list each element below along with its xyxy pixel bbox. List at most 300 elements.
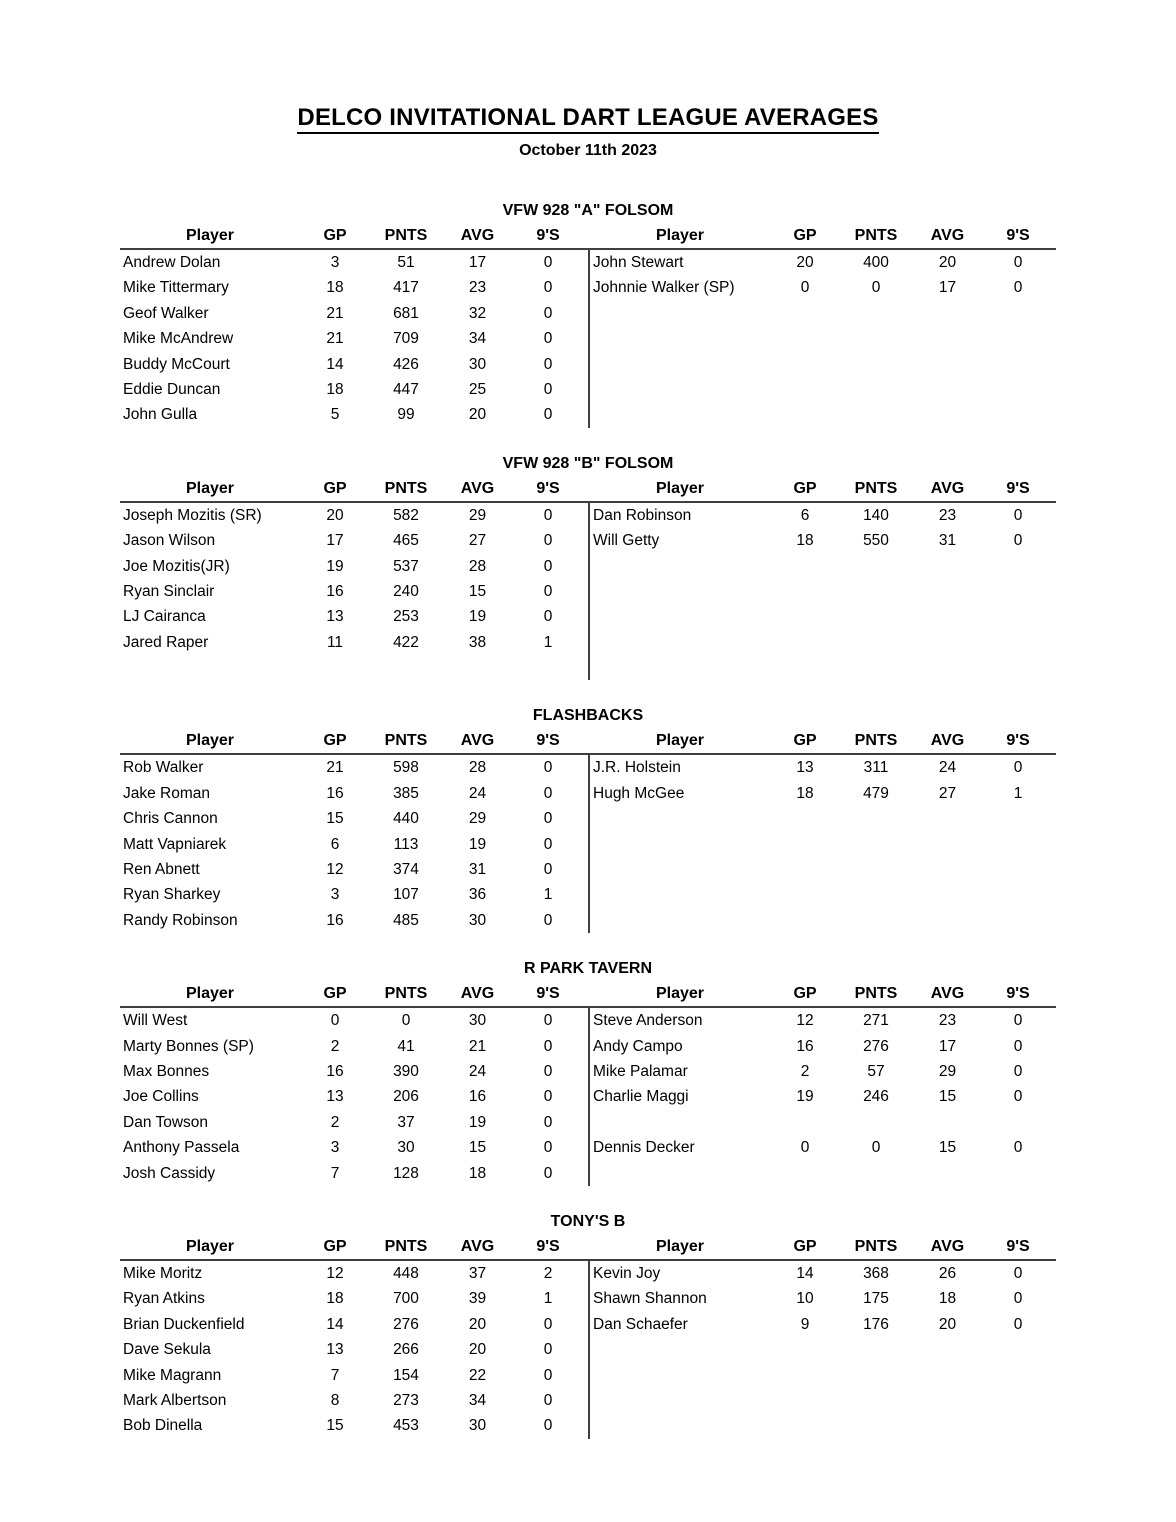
player-name	[590, 301, 770, 326]
player-name: Brian Duckenfield	[123, 1315, 245, 1333]
stat-pnts: 276	[863, 1037, 889, 1055]
column-headers-left	[120, 224, 583, 248]
player-row	[120, 832, 583, 857]
stat-gp: 2	[800, 1062, 810, 1080]
column-header: AVG	[930, 985, 965, 1003]
stat-gp: 19	[796, 1088, 814, 1106]
stat-nines	[983, 630, 1053, 655]
stat-nines: 0	[543, 532, 553, 550]
stat-nines: 0	[1013, 759, 1023, 777]
stat-avg: 16	[468, 1088, 487, 1106]
stat-gp: 0	[330, 1012, 340, 1030]
player-name	[590, 326, 770, 351]
player-row	[120, 554, 583, 579]
player-name: Andrew Dolan	[123, 254, 221, 271]
stat-pnts: 681	[393, 304, 419, 322]
table-body	[120, 755, 1056, 933]
column-headers-right	[588, 1235, 1053, 1259]
team-section	[120, 198, 1056, 428]
player-row	[590, 1135, 1053, 1160]
stat-nines: 0	[543, 330, 553, 348]
stat-nines	[983, 326, 1053, 351]
player-name: Ryan Atkins	[123, 1290, 205, 1308]
player-name: Steve Anderson	[593, 1012, 703, 1030]
stat-pnts	[840, 806, 912, 831]
stat-pnts: 400	[863, 254, 889, 271]
stat-avg: 34	[468, 330, 487, 348]
player-row	[120, 755, 583, 780]
player-row	[590, 1312, 1053, 1337]
player-row	[590, 402, 1053, 427]
column-header: GP	[793, 985, 817, 1003]
player-row	[120, 630, 583, 655]
player-row	[120, 326, 583, 351]
player-name	[590, 604, 770, 629]
player-name: LJ Cairanca	[123, 608, 206, 626]
table-body	[120, 503, 1056, 681]
stat-pnts: 57	[867, 1062, 885, 1080]
stat-pnts: 537	[393, 557, 419, 575]
stat-pnts: 51	[397, 254, 415, 271]
player-row	[120, 579, 583, 604]
stat-avg	[912, 1388, 983, 1413]
page-title	[0, 104, 1176, 132]
stat-avg: 19	[468, 835, 487, 853]
player-row	[590, 1008, 1053, 1033]
player-row	[590, 326, 1053, 351]
player-name: Dave Sekula	[123, 1341, 211, 1359]
player-name: Mike Magrann	[123, 1366, 222, 1384]
stat-pnts: 465	[393, 532, 419, 550]
team-name: R PARK TAVERN	[524, 960, 652, 978]
stat-nines: 1	[543, 886, 553, 904]
table-body	[120, 250, 1056, 428]
column-header: Player	[185, 985, 235, 1003]
column-header: 9'S	[536, 227, 560, 244]
stat-pnts: 271	[863, 1012, 889, 1030]
stat-avg: 32	[468, 304, 487, 322]
stat-nines: 0	[543, 1315, 553, 1333]
stat-pnts: 426	[393, 355, 419, 373]
player-name: Will West	[123, 1012, 188, 1030]
column-headers-right	[588, 477, 1053, 501]
stat-nines	[983, 301, 1053, 326]
stat-nines: 0	[1013, 1264, 1023, 1282]
player-row	[120, 250, 583, 275]
player-name	[120, 655, 300, 680]
stat-avg	[912, 1413, 983, 1438]
stat-gp: 16	[326, 1062, 344, 1080]
stat-avg: 23	[938, 1012, 957, 1030]
player-row	[590, 1034, 1053, 1059]
column-header: PNTS	[854, 227, 898, 244]
stat-nines: 0	[543, 380, 553, 398]
stat-pnts: 107	[393, 886, 419, 904]
player-row	[590, 882, 1053, 907]
player-name: Bob Dinella	[123, 1417, 203, 1435]
team-section	[120, 956, 1056, 1186]
stat-avg: 34	[468, 1391, 487, 1409]
stat-nines: 0	[543, 1062, 553, 1080]
player-row	[120, 1312, 583, 1337]
stat-avg: 27	[938, 784, 957, 802]
stat-gp: 20	[796, 254, 814, 271]
stat-pnts: 417	[393, 279, 419, 297]
column-headers-left	[120, 729, 583, 753]
stat-avg: 20	[468, 406, 487, 424]
stat-pnts	[840, 1388, 912, 1413]
stat-nines	[983, 832, 1053, 857]
stat-gp: 13	[326, 608, 344, 626]
column-header: 9'S	[536, 1237, 560, 1255]
stat-pnts	[840, 1363, 912, 1388]
rows-right	[588, 1261, 1053, 1439]
stat-gp: 16	[796, 1037, 814, 1055]
stat-pnts: 41	[397, 1037, 415, 1055]
table-body	[120, 1261, 1056, 1439]
stat-nines: 0	[1013, 532, 1023, 550]
stat-nines: 0	[1013, 1290, 1023, 1308]
stat-avg: 31	[468, 861, 487, 879]
player-row	[590, 832, 1053, 857]
stat-nines: 0	[543, 557, 553, 575]
stat-gp: 12	[326, 861, 344, 879]
stat-nines: 0	[1013, 1315, 1023, 1333]
stat-pnts: 276	[393, 1315, 419, 1333]
player-row	[120, 806, 583, 831]
player-row	[120, 503, 583, 528]
stat-pnts: 240	[393, 582, 419, 600]
column-header: PNTS	[854, 1237, 898, 1255]
stat-pnts	[370, 655, 442, 680]
player-name: Shawn Shannon	[593, 1290, 707, 1308]
stat-avg: 30	[468, 911, 487, 929]
stat-pnts: 582	[393, 506, 419, 524]
stat-avg: 38	[468, 633, 487, 651]
player-row	[590, 250, 1053, 275]
stat-pnts: 385	[393, 784, 419, 802]
player-name: Joseph Mozitis (SR)	[123, 506, 262, 524]
stat-pnts: 0	[871, 279, 881, 297]
stat-gp: 17	[326, 532, 344, 550]
stat-nines	[513, 655, 583, 680]
stat-pnts	[840, 326, 912, 351]
stat-pnts: 598	[393, 759, 419, 777]
stat-gp	[770, 1110, 840, 1135]
stat-nines	[983, 604, 1053, 629]
stat-nines: 1	[543, 633, 553, 651]
stat-gp: 18	[326, 1290, 344, 1308]
stat-avg: 15	[468, 582, 487, 600]
stat-nines: 0	[543, 608, 553, 626]
stat-avg: 19	[468, 608, 487, 626]
stat-avg: 17	[468, 254, 487, 271]
stat-pnts	[840, 352, 912, 377]
column-header: Player	[185, 732, 235, 750]
player-name: Will Getty	[593, 532, 660, 550]
stat-nines	[983, 1337, 1053, 1362]
stat-avg: 21	[468, 1037, 487, 1055]
column-header: Player	[655, 985, 705, 1003]
player-row	[590, 1286, 1053, 1311]
stat-gp: 6	[800, 506, 810, 524]
player-row	[590, 1261, 1053, 1286]
player-name: Matt Vapniarek	[123, 835, 227, 853]
stat-gp: 18	[796, 784, 814, 802]
column-header: Player	[655, 227, 705, 244]
stat-pnts: 485	[393, 911, 419, 929]
player-row	[120, 275, 583, 300]
stat-nines: 0	[1013, 1012, 1023, 1030]
player-name	[590, 1161, 770, 1186]
stat-pnts: 422	[393, 633, 419, 651]
stat-gp: 3	[330, 886, 340, 904]
column-header: PNTS	[384, 985, 428, 1003]
stat-gp: 21	[326, 759, 344, 777]
stat-nines	[983, 882, 1053, 907]
player-row	[120, 908, 583, 933]
stat-pnts: 440	[393, 810, 419, 828]
stat-pnts	[840, 1413, 912, 1438]
player-name: Max Bonnes	[123, 1062, 210, 1080]
stat-pnts: 176	[863, 1315, 889, 1333]
column-header: Player	[185, 227, 235, 244]
stat-pnts	[840, 377, 912, 402]
stat-nines	[983, 1363, 1053, 1388]
stat-nines: 0	[543, 1366, 553, 1384]
stat-gp: 21	[326, 330, 344, 348]
player-row	[120, 1059, 583, 1084]
player-row	[590, 755, 1053, 780]
stat-gp	[300, 655, 370, 680]
stat-gp	[770, 579, 840, 604]
stat-gp: 16	[326, 911, 344, 929]
player-name: Jared Raper	[123, 633, 209, 651]
column-header: PNTS	[384, 479, 428, 497]
stat-nines: 0	[1013, 506, 1023, 524]
stat-avg: 19	[468, 1113, 487, 1131]
stat-gp: 0	[800, 1139, 810, 1157]
column-header: AVG	[930, 227, 965, 244]
column-header: GP	[323, 479, 347, 497]
column-header: PNTS	[854, 732, 898, 750]
column-headers-right	[588, 729, 1053, 753]
stat-avg	[912, 352, 983, 377]
stat-avg: 29	[938, 1062, 957, 1080]
player-row	[590, 908, 1053, 933]
stat-avg	[912, 377, 983, 402]
player-name	[590, 1363, 770, 1388]
player-row	[590, 1337, 1053, 1362]
stat-pnts: 448	[393, 1264, 419, 1282]
stat-avg: 17	[938, 279, 957, 297]
player-row	[120, 1286, 583, 1311]
stat-pnts	[840, 402, 912, 427]
player-row	[120, 1161, 583, 1186]
stat-gp	[770, 554, 840, 579]
player-row	[590, 604, 1053, 629]
stat-avg	[912, 630, 983, 655]
stat-pnts: 30	[397, 1139, 415, 1157]
stat-nines: 0	[543, 1088, 553, 1106]
stat-nines	[983, 655, 1053, 680]
stat-pnts: 700	[393, 1290, 419, 1308]
stat-gp: 5	[330, 406, 340, 424]
stat-pnts: 273	[393, 1391, 419, 1409]
stat-avg: 30	[468, 1417, 487, 1435]
player-name: Anthony Passela	[123, 1139, 240, 1157]
player-name	[590, 1110, 770, 1135]
stat-gp	[770, 857, 840, 882]
stat-gp	[770, 1388, 840, 1413]
stat-gp	[770, 604, 840, 629]
stat-avg: 30	[468, 1012, 487, 1030]
team-name: TONY'S B	[550, 1212, 626, 1230]
stat-pnts: 246	[863, 1088, 889, 1106]
stat-pnts	[840, 604, 912, 629]
stat-avg	[912, 326, 983, 351]
stat-nines	[983, 554, 1053, 579]
stat-gp: 14	[326, 1315, 344, 1333]
stat-nines: 0	[543, 506, 553, 524]
player-name: Chris Cannon	[123, 810, 218, 828]
stat-gp	[770, 1413, 840, 1438]
player-name	[590, 377, 770, 402]
stat-avg: 26	[938, 1264, 957, 1282]
stat-nines	[983, 1388, 1053, 1413]
stat-gp: 19	[326, 557, 344, 575]
stat-pnts: 206	[393, 1088, 419, 1106]
stat-avg: 23	[938, 506, 957, 524]
stat-avg	[912, 402, 983, 427]
stat-pnts: 154	[393, 1366, 419, 1384]
player-row	[120, 1084, 583, 1109]
column-header: GP	[793, 479, 817, 497]
player-name	[590, 806, 770, 831]
table-header-row	[120, 1235, 1056, 1261]
column-header: GP	[793, 1237, 817, 1255]
stat-avg: 31	[938, 532, 957, 550]
player-name: Dan Towson	[123, 1113, 209, 1131]
stat-nines: 0	[1013, 1062, 1023, 1080]
stat-gp	[770, 882, 840, 907]
player-row	[590, 857, 1053, 882]
player-name	[590, 1337, 770, 1362]
stat-avg: 18	[938, 1290, 957, 1308]
player-name: Jake Roman	[123, 784, 211, 802]
player-name: Joe Collins	[123, 1088, 199, 1106]
stat-gp: 9	[800, 1315, 810, 1333]
stat-avg	[912, 832, 983, 857]
stat-pnts: 99	[397, 406, 415, 424]
team-section	[120, 451, 1056, 681]
stat-nines: 0	[543, 1037, 553, 1055]
team-section	[120, 703, 1056, 933]
stat-pnts: 113	[393, 835, 419, 853]
stat-gp: 16	[326, 582, 344, 600]
rows-right	[588, 755, 1053, 933]
player-row	[590, 655, 1053, 680]
stat-avg	[912, 1337, 983, 1362]
player-row	[590, 1059, 1053, 1084]
column-header: AVG	[460, 1237, 495, 1255]
stat-avg	[912, 301, 983, 326]
player-row	[120, 352, 583, 377]
stat-pnts	[840, 655, 912, 680]
column-header: Player	[655, 1237, 705, 1255]
player-row	[120, 1363, 583, 1388]
stat-gp: 20	[326, 506, 344, 524]
team-name: FLASHBACKS	[532, 707, 644, 725]
stat-nines: 0	[543, 304, 553, 322]
column-header: Player	[655, 732, 705, 750]
stat-nines: 0	[543, 784, 553, 802]
stat-nines: 0	[543, 254, 553, 271]
stat-pnts	[840, 301, 912, 326]
stat-pnts: 447	[393, 380, 419, 398]
rows-left	[120, 503, 583, 681]
column-header: Player	[185, 1237, 235, 1255]
column-header: PNTS	[384, 1237, 428, 1255]
stat-gp: 11	[326, 633, 344, 651]
stat-avg: 20	[938, 254, 957, 271]
stat-gp: 6	[330, 835, 340, 853]
stat-pnts	[840, 857, 912, 882]
report-date: October 11th 2023	[519, 142, 657, 159]
player-name: Ryan Sinclair	[123, 582, 215, 600]
table-body	[120, 1008, 1056, 1186]
stat-nines: 0	[1013, 1139, 1023, 1157]
stat-pnts	[840, 1337, 912, 1362]
stat-nines: 2	[543, 1264, 553, 1282]
stat-nines: 0	[543, 1164, 553, 1182]
stat-nines: 0	[543, 279, 553, 297]
player-name: Johnnie Walker (SP)	[593, 279, 735, 297]
column-header: PNTS	[384, 227, 428, 244]
column-header: PNTS	[854, 985, 898, 1003]
player-name: Josh Cassidy	[123, 1164, 216, 1182]
stat-avg	[912, 604, 983, 629]
stat-pnts	[840, 882, 912, 907]
player-name: J.R. Holstein	[593, 759, 681, 777]
stat-avg: 28	[468, 759, 487, 777]
stat-nines: 0	[543, 911, 553, 929]
stat-pnts: 128	[393, 1164, 419, 1182]
player-row	[120, 1110, 583, 1135]
stat-nines: 0	[1013, 254, 1023, 271]
column-header: PNTS	[384, 732, 428, 750]
player-row	[120, 1337, 583, 1362]
player-name: Mike Palamar	[593, 1062, 688, 1080]
player-name: Andy Campo	[593, 1037, 683, 1055]
stat-gp	[770, 630, 840, 655]
stat-nines: 0	[543, 1113, 553, 1131]
column-header: GP	[323, 227, 347, 244]
column-header: 9'S	[1006, 227, 1030, 244]
stat-gp: 13	[326, 1341, 344, 1359]
stat-gp: 12	[326, 1264, 344, 1282]
stat-avg: 22	[468, 1366, 487, 1384]
stat-avg: 37	[468, 1264, 487, 1282]
stat-gp: 3	[330, 254, 340, 271]
rows-right	[588, 250, 1053, 428]
player-name	[590, 402, 770, 427]
stat-gp	[770, 1337, 840, 1362]
stat-avg: 25	[468, 380, 487, 398]
player-name: Mike McAndrew	[123, 330, 234, 348]
stat-nines	[983, 908, 1053, 933]
stat-avg: 15	[938, 1139, 957, 1157]
